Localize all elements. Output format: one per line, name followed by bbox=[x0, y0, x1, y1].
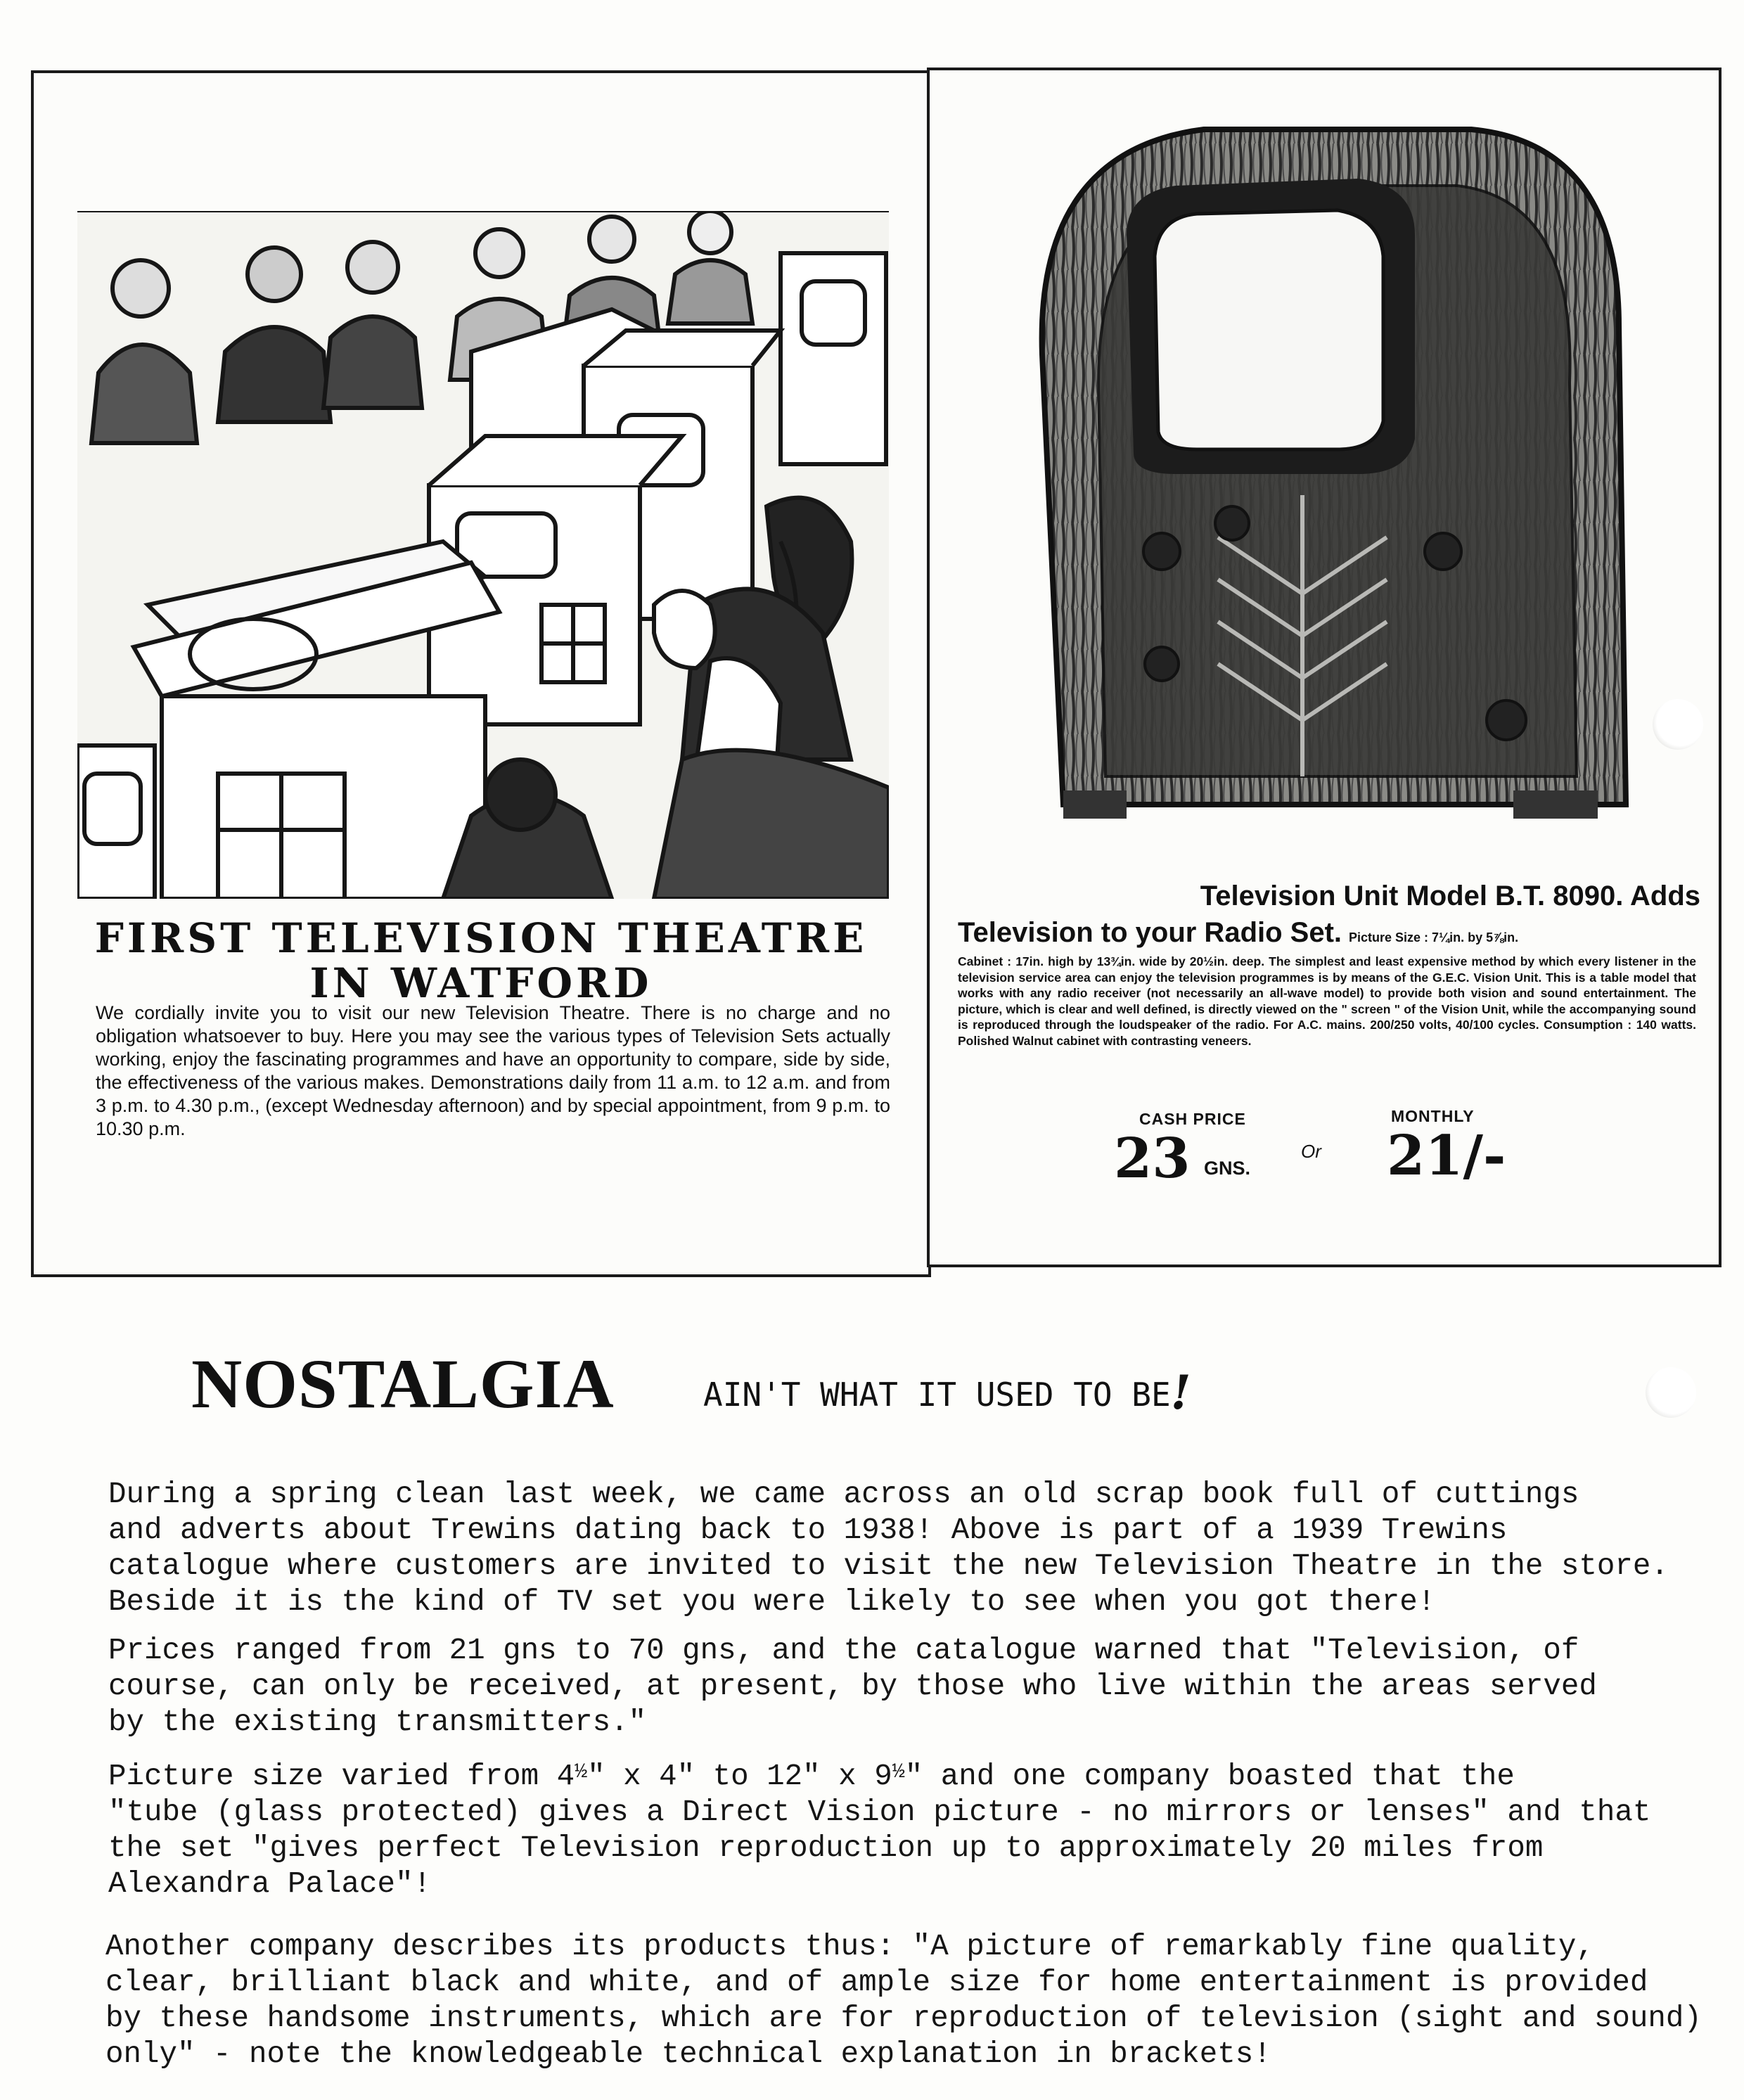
monthly-price-value: 21/- bbox=[1387, 1124, 1506, 1188]
advert-title-line1: FIRST TELEVISION THEATRE bbox=[94, 914, 868, 962]
article-subtitle bbox=[703, 1365, 1191, 1420]
binder-hole bbox=[1653, 699, 1703, 750]
article-subtitle-text: AIN'T WHAT IT USED TO BE bbox=[703, 1376, 1171, 1414]
para3-fraction-2: ½ bbox=[892, 1760, 905, 1784]
tv-unit-headline-line2 bbox=[958, 917, 1518, 949]
article-paragraph-1: During a spring clean last week, we came across an old scrap book full of cuttings and adverts about Trewins dating back to 1938! Above is part of a 1939 Trewins catalogue where customers are invited to visit the new Television Theatre in the store. Beside it is the kind of TV set you were likely to see when you got there! bbox=[108, 1478, 1669, 1619]
cash-price-value: 23 bbox=[1114, 1127, 1191, 1191]
cash-price-label: CASH PRICE bbox=[1139, 1110, 1246, 1128]
binder-hole bbox=[1646, 1367, 1696, 1418]
television-theatre-advert bbox=[31, 70, 931, 1277]
television-set-picture bbox=[1021, 101, 1640, 826]
or-separator: Or bbox=[1301, 1141, 1321, 1162]
article-paragraph-2: Prices ranged from 21 gns to 70 gns, and the catalogue warned that "Television, of course, can only be received, at present, by those who live within the areas served by the existing transmitters." bbox=[108, 1634, 1597, 1739]
advert-title-line2: IN WATFORD bbox=[309, 959, 653, 1007]
tv-unit-headline-line1: Television Unit Model B.T. 8090. Adds bbox=[1200, 881, 1700, 911]
television-unit-advert bbox=[927, 68, 1721, 1267]
television-theatre-illustration bbox=[77, 211, 889, 899]
monthly-price-label: MONTHLY bbox=[1391, 1107, 1475, 1125]
cash-price-unit: GNS. bbox=[1204, 1158, 1251, 1179]
picture-size-spec: Picture Size : 7¼in. by 5⅞in. bbox=[1349, 930, 1519, 945]
advert-body-text: We cordially invite you to visit our new Television Theatre. There is no charge and no obligation whatsoever to buy. Here you may see the various types of Television Sets actually working, enjoy the fascinating programmes and have an opportunity to compare, side by side, the effectiveness of the various makes. Demonstrations daily from 11 a.m. to 12 a.m. and from 3 p.m. to 4.30 p.m., (except Wednesday afternoon) and by special appointment, from 9 p.m. to 10.30 p.m. bbox=[96, 1002, 890, 1139]
article-paragraph-4: Another company describes its products thus: "A picture of remarkably fine quality, clear, brilliant black and white, and of ample size for home entertainment is provided by these handsome instruments, which are for reproduction of television (sight and sound) only" - note the knowledgeable technical explanation in brackets! bbox=[105, 1930, 1702, 2071]
article-title: NOSTALGIA bbox=[191, 1345, 615, 1423]
subtitle-exclamation: ! bbox=[1170, 1365, 1191, 1420]
para3-text-b: " x 4" to 12" x 9 bbox=[587, 1760, 892, 1793]
tv-unit-specifications: Cabinet : 17in. high by 13¾in. wide by 20½in. deep. The simplest and least expensive method by which every listener in the television service area can enjoy the television programmes is by means of the G.E.C. Vision Unit. This is a table model that works with any radio receiver (not necessarily an all-wave model) to provide both vision and sound entertainment. The picture, which is clear and well defined, is directly viewed on the " screen " of the Vision Unit, while the accompanying sound is reproduced through the loudspeaker of the radio. For A.C. mains. 200/250 volts, 40/100 cycles. Consumption : 140 watts. Polished Walnut cabinet with contrasting veneers. bbox=[958, 954, 1696, 1048]
tv-unit-headline-text: Television to your Radio Set. bbox=[958, 917, 1342, 948]
para3-text-a: Picture size varied from 4 bbox=[108, 1760, 575, 1793]
para3-fraction-1: ½ bbox=[575, 1760, 588, 1784]
para3-text-c: " and one company boasted that the "tube (glass protected) gives a Direct Vision picture - no mirrors or lenses" and that the set "gives perfect Television reproduction up to approximately 20 miles from Alexandra Palace"! bbox=[108, 1760, 1651, 1901]
article-paragraph-3 bbox=[108, 1755, 1650, 1902]
